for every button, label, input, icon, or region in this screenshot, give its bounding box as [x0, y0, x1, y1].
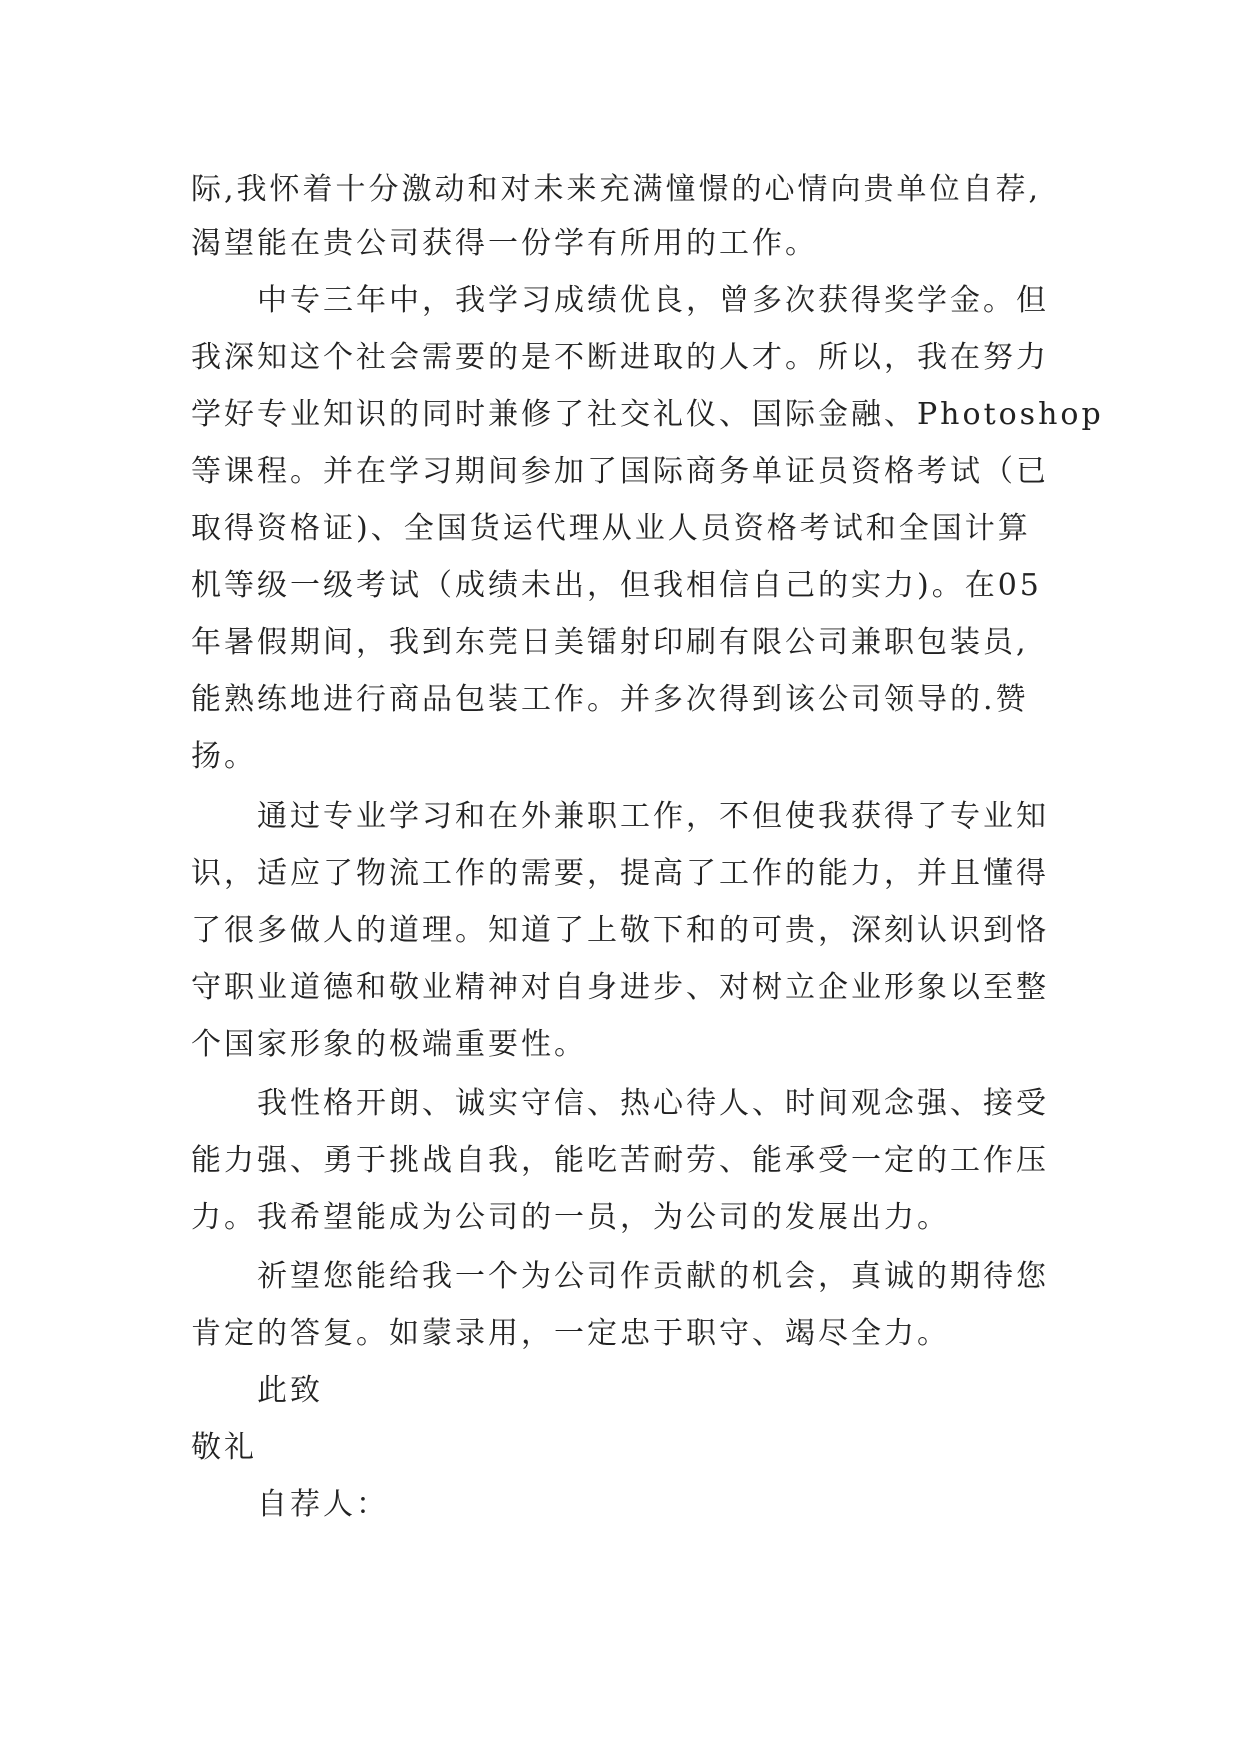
text-line-7: 取得资格证)、全国货运代理从业人员资格考试和全国计算 — [191, 511, 1031, 546]
text-line-12: 通过专业学习和在外兼职工作，不但使我获得了专业知 — [257, 799, 1049, 834]
signature-label: 自荐人： — [257, 1487, 389, 1522]
text-line-16: 个国家形象的极端重要性。 — [191, 1027, 587, 1062]
text-line-17: 我性格开朗、诚实守信、热心待人、时间观念强、接受 — [257, 1086, 1049, 1121]
text-line-10: 能熟练地进行商品包装工作。并多次得到该公司领导的.赞 — [191, 682, 1029, 717]
text-line-21: 肯定的答复。如蒙录用，一定忠于职守、竭尽全力。 — [191, 1316, 950, 1351]
text-line-13: 识，适应了物流工作的需要，提高了工作的能力，并且懂得 — [191, 856, 1049, 891]
text-line-18: 能力强、勇于挑战自我，能吃苦耐劳、能承受一定的工作压 — [191, 1143, 1049, 1178]
text-line-1: 际,我怀着十分激动和对未来充满憧憬的心情向贵单位自荐, — [191, 172, 1042, 207]
text-line-11: 扬。 — [191, 739, 257, 774]
text-line-14: 了很多做人的道理。知道了上敬下和的可贵，深刻认识到恪 — [191, 913, 1049, 948]
text-line-4: 我深知这个社会需要的是不断进取的人才。所以，我在努力 — [191, 340, 1049, 375]
text-line-9: 年暑假期间，我到东莞日美镭射印刷有限公司兼职包装员, — [191, 625, 1029, 660]
text-line-19: 力。我希望能成为公司的一员，为公司的发展出力。 — [191, 1200, 950, 1235]
text-line-5: 学好专业知识的同时兼修了社交礼仪、国际金融、Photoshop — [191, 397, 1104, 432]
text-line-2: 渴望能在贵公司获得一份学有所用的工作。 — [191, 226, 818, 261]
text-line-8: 机等级一级考试（成绩未出，但我相信自己的实力)。在05 — [191, 568, 1042, 603]
text-line-6: 等课程。并在学习期间参加了国际商务单证员资格考试（已 — [191, 454, 1049, 489]
text-line-20: 祈望您能给我一个为公司作贡献的机会，真诚的期待您 — [257, 1259, 1049, 1294]
closing-regards: 敬礼 — [191, 1430, 257, 1465]
text-line-15: 守职业道德和敬业精神对自身进步、对树立企业形象以至整 — [191, 970, 1049, 1005]
closing-salutation: 此致 — [257, 1373, 323, 1408]
text-line-3: 中专三年中，我学习成绩优良，曾多次获得奖学金。但 — [257, 283, 1049, 318]
